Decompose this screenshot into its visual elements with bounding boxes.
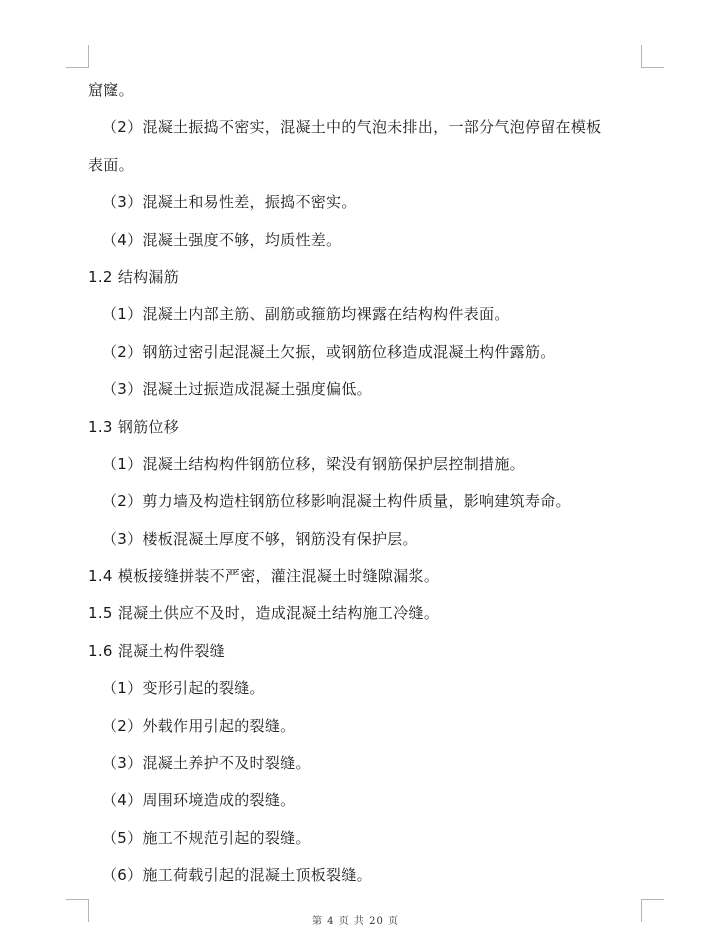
list-item: （3）混凝土和易性差，振捣不密实。 <box>102 193 357 212</box>
page-number-footer: 第 4 页 共 20 页 <box>312 916 399 927</box>
page-margin-corner-top-left <box>66 45 89 68</box>
paragraph-line: 1.2 结构漏筋 <box>88 267 180 286</box>
list-item: （4）周围环境造成的裂缝。 <box>102 791 296 810</box>
list-item: （2）混凝土振捣不密实，混凝土中的气泡未排出，一部分气泡停留在模板 <box>102 118 602 137</box>
paragraph-line: 1.3 钢筋位移 <box>88 417 180 436</box>
list-item: （1）混凝土内部主筋、副筋或箍筋均裸露在结构构件表面。 <box>102 305 510 324</box>
page-margin-corner-top-right <box>641 45 664 68</box>
list-item: （2）剪力墙及构造柱钢筋位移影响混凝土构件质量，影响建筑寿命。 <box>102 492 571 511</box>
list-item: （2）外载作用引起的裂缝。 <box>102 716 296 735</box>
list-item: （4）混凝土强度不够，均质性差。 <box>102 230 342 249</box>
document-body <box>88 72 644 895</box>
list-item: （2）钢筋过密引起混凝土欠振，或钢筋位移造成混凝土构件露筋。 <box>102 342 556 361</box>
paragraph-line: 窟窿。 <box>88 81 134 99</box>
list-item: （3）楼板混凝土厚度不够，钢筋没有保护层。 <box>102 529 418 548</box>
paragraph-line: 1.6 混凝土构件裂缝 <box>88 641 225 660</box>
paragraph-line: 1.4 模板接缝拼装不严密，灌注混凝土时缝隙漏浆。 <box>88 567 440 586</box>
paragraph-line: 表面。 <box>88 155 134 174</box>
list-item: （3）混凝土养护不及时裂缝。 <box>102 754 311 773</box>
list-item: （5）施工不规范引起的裂缝。 <box>102 828 311 847</box>
list-item: （1）变形引起的裂缝。 <box>102 679 265 698</box>
list-item: （1）混凝土结构构件钢筋位移，梁没有钢筋保护层控制措施。 <box>102 454 525 473</box>
paragraph-line: 1.5 混凝土供应不及时，造成混凝土结构施工冷缝。 <box>88 604 440 623</box>
list-item: （3）混凝土过振造成混凝土强度偏低。 <box>102 380 372 399</box>
list-item: （6）施工荷载引起的混凝土顶板裂缝。 <box>102 866 372 885</box>
